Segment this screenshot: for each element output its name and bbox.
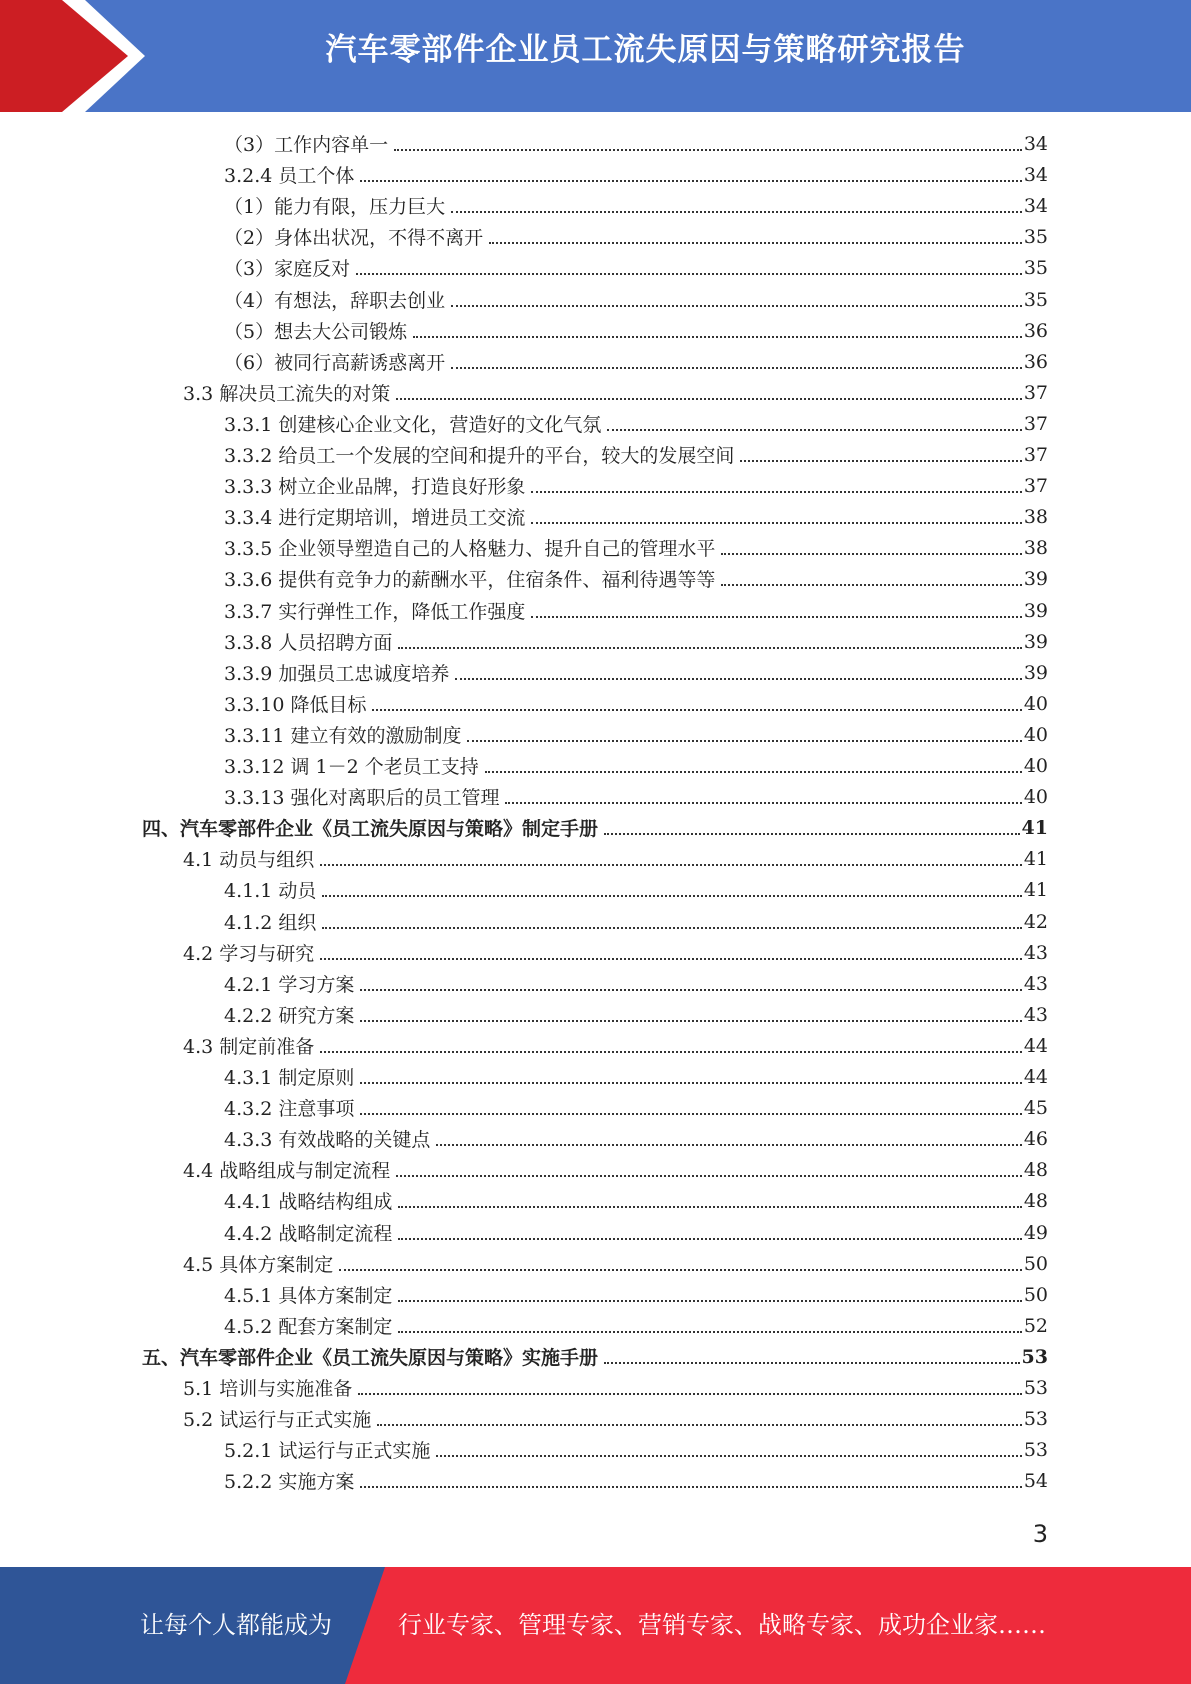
toc-entry-label: 4.4.1 战略结构组成 (224, 1191, 393, 1213)
toc-entry-label: 4.3.3 有效战略的关键点 (224, 1129, 431, 1151)
toc-leader-dots (413, 336, 1022, 338)
toc-entry-label: （2）身体出状况，不得不离开 (224, 227, 484, 249)
toc-leader-dots (322, 895, 1021, 897)
toc-entry-label: 5.2 试运行与正式实施 (183, 1409, 372, 1431)
toc-leader-dots (360, 1020, 1021, 1022)
toc-entry-page: 54 (1023, 1469, 1048, 1492)
toc-entry-label: 3.3.10 降低目标 (224, 694, 367, 716)
toc-entry[interactable] (224, 439, 1048, 470)
toc-leader-dots (358, 1393, 1022, 1395)
toc-entry-page: 43 (1023, 1003, 1048, 1026)
toc-entry-page: 35 (1023, 225, 1048, 248)
toc-entry-page: 48 (1023, 1189, 1048, 1212)
toc-entry-page: 46 (1023, 1127, 1048, 1150)
toc-entry[interactable] (183, 937, 1048, 968)
toc-entry-page: 48 (1023, 1158, 1048, 1181)
toc-leader-dots (451, 211, 1022, 213)
toc-entry-page: 37 (1023, 381, 1048, 404)
toc-entry[interactable] (224, 657, 1048, 688)
toc-leader-dots (398, 1300, 1021, 1302)
toc-entry[interactable] (224, 159, 1048, 190)
toc-entry-label: 3.3.13 强化对离职后的员工管理 (224, 787, 500, 809)
toc-entry-label: 4.4 战略组成与制定流程 (183, 1160, 391, 1182)
toc-entry-label: 3.2.4 员工个体 (224, 165, 355, 187)
toc-leader-dots (394, 149, 1022, 151)
toc-leader-dots (360, 180, 1021, 182)
toc-leader-dots (320, 864, 1022, 866)
page-footer (0, 1567, 1191, 1684)
toc-entry-page: 38 (1023, 536, 1048, 559)
toc-entry-page: 34 (1023, 132, 1048, 155)
toc-entry-page: 39 (1023, 599, 1048, 622)
page-header (0, 0, 1191, 112)
footer-slogan-right: 行业专家、管理专家、营销专家、战略专家、成功企业家…… (398, 1611, 1046, 1639)
page-number: 3 (1032, 1520, 1048, 1548)
toc-entry-label: （1）能力有限，压力巨大 (224, 196, 446, 218)
toc-entry[interactable] (224, 719, 1048, 750)
toc-entry-label: 3.3.9 加强员工忠诚度培养 (224, 663, 450, 685)
toc-leader-dots (531, 491, 1021, 493)
toc-entry-label: 4.3.1 制定原则 (224, 1067, 355, 1089)
toc-entry-page: 40 (1023, 692, 1048, 715)
toc-entry-page: 39 (1023, 630, 1048, 653)
toc-entry-label: 3.3.11 建立有效的激励制度 (224, 725, 462, 747)
toc-entry[interactable] (183, 1403, 1048, 1434)
toc-leader-dots (377, 1424, 1022, 1426)
toc-leader-dots (320, 1051, 1022, 1053)
toc-entry-label: 4.5 具体方案制定 (183, 1254, 334, 1276)
toc-leader-dots (604, 1362, 1020, 1364)
toc-entry-page: 40 (1023, 723, 1048, 746)
toc-entry-page: 37 (1023, 474, 1048, 497)
toc-entry[interactable] (224, 750, 1048, 781)
toc-entry-page: 53 (1023, 1438, 1048, 1461)
toc-entry-page: 37 (1023, 443, 1048, 466)
toc-entry-page: 35 (1023, 256, 1048, 279)
toc-entry-page: 41 (1021, 816, 1048, 839)
toc-entry-label: 3.3.12 调 1－2 个老员工支持 (224, 756, 479, 778)
toc-leader-dots (322, 927, 1021, 929)
toc-leader-dots (356, 273, 1022, 275)
toc-entry-label: 4.1.2 组织 (224, 912, 317, 934)
toc-entry-label: （4）有想法，辞职去创业 (224, 290, 446, 312)
toc-entry[interactable] (183, 377, 1048, 408)
toc-leader-dots (396, 398, 1022, 400)
toc-leader-dots (489, 242, 1022, 244)
toc-entry-label: （3）工作内容单一 (224, 134, 389, 156)
toc-entry[interactable] (224, 128, 1048, 159)
toc-entry-page: 37 (1023, 412, 1048, 435)
toc-entry[interactable] (224, 1310, 1048, 1341)
toc-entry[interactable] (142, 1341, 1048, 1372)
toc-entry[interactable] (224, 221, 1048, 252)
toc-entry-page: 53 (1021, 1345, 1048, 1368)
toc-leader-dots (740, 460, 1021, 462)
toc-entry[interactable] (224, 626, 1048, 657)
toc-entry[interactable] (224, 595, 1048, 626)
toc-entry[interactable] (224, 252, 1048, 283)
toc-leader-dots (485, 771, 1022, 773)
toc-entry[interactable] (224, 1185, 1048, 1216)
toc-entry-page: 41 (1023, 847, 1048, 870)
toc-entry-label: （6）被同行高薪诱惑离开 (224, 352, 446, 374)
toc-entry-page: 42 (1023, 910, 1048, 933)
toc-entry-label: 3.3.3 树立企业品牌，打造良好形象 (224, 476, 526, 498)
header-chevron-decoration (0, 0, 160, 112)
toc-entry-label: 五、汽车零部件企业《员工流失原因与策略》实施手册 (142, 1347, 599, 1369)
toc-entry[interactable] (224, 1217, 1048, 1248)
toc-leader-dots (505, 802, 1021, 804)
toc-entry-page: 50 (1023, 1283, 1048, 1306)
toc-entry-page: 50 (1023, 1252, 1048, 1275)
toc-entry[interactable] (224, 999, 1048, 1030)
toc-entry-label: 4.1.1 动员 (224, 880, 317, 902)
toc-entry-label: 3.3.2 给员工一个发展的空间和提升的平台，较大的发展空间 (224, 445, 735, 467)
toc-leader-dots (320, 958, 1022, 960)
toc-entry-page: 41 (1023, 878, 1048, 901)
toc-leader-dots (721, 553, 1021, 555)
toc-entry-page: 53 (1023, 1376, 1048, 1399)
toc-leader-dots (398, 1206, 1021, 1208)
toc-entry[interactable] (224, 190, 1048, 221)
toc-entry-label: 4.5.1 具体方案制定 (224, 1285, 393, 1307)
toc-entry[interactable] (224, 315, 1048, 346)
toc-leader-dots (360, 1113, 1021, 1115)
toc-entry-page: 43 (1023, 941, 1048, 964)
toc-leader-dots (398, 1331, 1021, 1333)
toc-leader-dots (360, 1082, 1021, 1084)
toc-entry[interactable] (224, 688, 1048, 719)
toc-entry-label: （3）家庭反对 (224, 258, 351, 280)
toc-entry-page: 40 (1023, 754, 1048, 777)
toc-leader-dots (436, 1144, 1021, 1146)
toc-entry[interactable] (224, 1061, 1048, 1092)
toc-entry[interactable] (224, 1092, 1048, 1123)
toc-leader-dots (398, 647, 1021, 649)
toc-entry-page: 34 (1023, 194, 1048, 217)
toc-entry[interactable] (224, 563, 1048, 594)
toc-entry-page: 39 (1023, 661, 1048, 684)
toc-entry-label: 4.4.2 战略制定流程 (224, 1223, 393, 1245)
toc-entry[interactable] (224, 781, 1048, 812)
toc-entry[interactable] (224, 1279, 1048, 1310)
toc-entry-page: 44 (1023, 1065, 1048, 1088)
toc-entry-page: 43 (1023, 972, 1048, 995)
toc-entry[interactable] (183, 843, 1048, 874)
document-title: 汽车零部件企业员工流失原因与策略研究报告 (325, 32, 966, 68)
toc-leader-dots (398, 1238, 1021, 1240)
toc-entry-label: 3.3.1 创建核心企业文化，营造好的文化气氛 (224, 414, 602, 436)
toc-entry-label: 4.2 学习与研究 (183, 943, 315, 965)
toc-leader-dots (607, 429, 1021, 431)
toc-entry[interactable] (224, 1123, 1048, 1154)
toc-entry-page: 36 (1023, 350, 1048, 373)
toc-entry-label: 3.3.6 提供有竞争力的薪酬水平，住宿条件、福利待遇等等 (224, 569, 716, 591)
toc-entry-label: 4.2.1 学习方案 (224, 974, 355, 996)
toc-entry[interactable] (183, 1030, 1048, 1061)
toc-entry-label: 3.3.5 企业领导塑造自己的人格魅力、提升自己的管理水平 (224, 538, 716, 560)
toc-entry-page: 44 (1023, 1034, 1048, 1057)
toc-entry[interactable] (183, 1248, 1048, 1279)
toc-entry[interactable] (224, 968, 1048, 999)
toc-entry[interactable] (224, 532, 1048, 563)
toc-entry-label: 四、汽车零部件企业《员工流失原因与策略》制定手册 (142, 818, 599, 840)
toc-entry-page: 49 (1023, 1221, 1048, 1244)
toc-entry[interactable] (183, 1372, 1048, 1403)
toc-entry-page: 36 (1023, 319, 1048, 342)
toc-entry-page: 38 (1023, 505, 1048, 528)
toc-entry-label: 5.1 培训与实施准备 (183, 1378, 353, 1400)
toc-entry-label: 3.3.7 实行弹性工作，降低工作强度 (224, 601, 526, 623)
toc-leader-dots (455, 678, 1021, 680)
toc-leader-dots (360, 1486, 1021, 1488)
toc-entry[interactable] (224, 874, 1048, 905)
toc-leader-dots (451, 305, 1022, 307)
toc-entry[interactable] (224, 501, 1048, 532)
toc-entry-page: 35 (1023, 288, 1048, 311)
toc-entry[interactable] (183, 1154, 1048, 1185)
toc-entry-page: 34 (1023, 163, 1048, 186)
toc-entry[interactable] (224, 346, 1048, 377)
toc-leader-dots (721, 584, 1021, 586)
toc-entry-label: 4.3 制定前准备 (183, 1036, 315, 1058)
toc-entry-label: 4.1 动员与组织 (183, 849, 315, 871)
toc-entry-page: 52 (1023, 1314, 1048, 1337)
toc-entry-label: （5）想去大公司锻炼 (224, 321, 408, 343)
toc-entry-label: 3.3.4 进行定期培训，增进员工交流 (224, 507, 526, 529)
toc-entry-page: 39 (1023, 567, 1048, 590)
toc-entry-page: 40 (1023, 785, 1048, 808)
toc-entry[interactable] (142, 812, 1048, 843)
toc-leader-dots (396, 1175, 1022, 1177)
toc-leader-dots (339, 1269, 1022, 1271)
toc-entry[interactable] (224, 1434, 1048, 1465)
toc-entry-label: 4.5.2 配套方案制定 (224, 1316, 393, 1338)
toc-entry-label: 4.2.2 研究方案 (224, 1005, 355, 1027)
toc-entry-label: 3.3.8 人员招聘方面 (224, 632, 393, 654)
toc-entry[interactable] (224, 284, 1048, 315)
toc-leader-dots (467, 740, 1021, 742)
toc-entry-label: 5.2.1 试运行与正式实施 (224, 1440, 431, 1462)
toc-entry-page: 45 (1023, 1096, 1048, 1119)
toc-entry[interactable] (224, 1465, 1048, 1496)
toc-entry[interactable] (224, 906, 1048, 937)
toc-leader-dots (604, 833, 1020, 835)
toc-entry-label: 5.2.2 实施方案 (224, 1471, 355, 1493)
toc-leader-dots (451, 367, 1022, 369)
toc-leader-dots (360, 989, 1021, 991)
footer-slogan-left: 让每个人都能成为 (140, 1611, 332, 1639)
toc-leader-dots (531, 616, 1021, 618)
toc-entry-page: 53 (1023, 1407, 1048, 1430)
toc-entry[interactable] (224, 470, 1048, 501)
toc-leader-dots (531, 522, 1021, 524)
toc-entry[interactable] (224, 408, 1048, 439)
toc-leader-dots (372, 709, 1021, 711)
toc-leader-dots (436, 1455, 1021, 1457)
toc-entry-label: 4.3.2 注意事项 (224, 1098, 355, 1120)
toc-entry-label: 3.3 解决员工流失的对策 (183, 383, 391, 405)
